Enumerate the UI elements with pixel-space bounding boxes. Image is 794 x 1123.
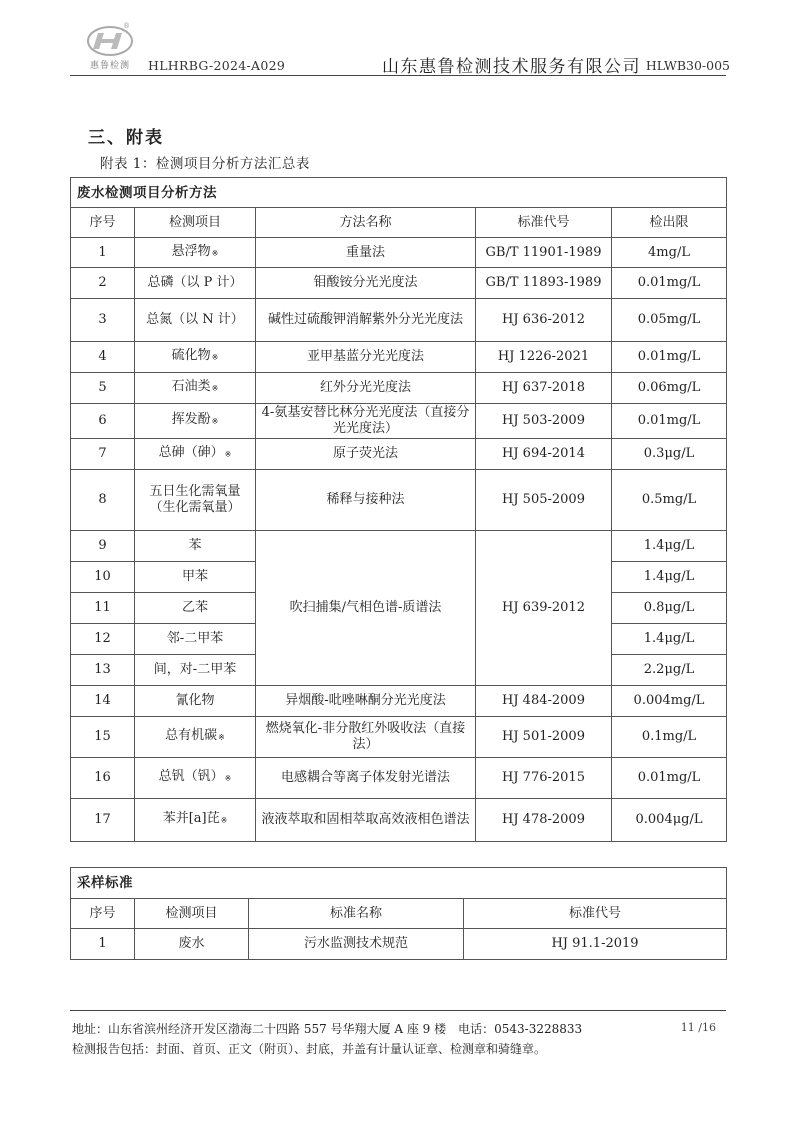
row-method: 碱性过硫酸钾消解紫外分光光度法 — [256, 299, 476, 342]
row-number: 17 — [71, 799, 135, 842]
row-standard: GB/T 11893-1989 — [476, 268, 612, 299]
row-limit: 0.1mg/L — [612, 717, 727, 758]
row-number: 16 — [71, 758, 135, 799]
row-standard: HJ 636-2012 — [476, 299, 612, 342]
table-row — [71, 404, 727, 439]
row-number: 4 — [71, 342, 135, 373]
row-number: 6 — [71, 404, 135, 439]
row-limit: 0.01mg/L — [612, 342, 727, 373]
table-header-row — [71, 899, 727, 929]
row-item — [135, 373, 256, 404]
row-item — [135, 470, 256, 531]
row-item — [135, 268, 256, 299]
accredited-mark: ※ — [211, 417, 219, 426]
row-item-text: 总钒（钒） — [158, 769, 224, 784]
row-number: 1 — [71, 238, 135, 268]
table-row — [71, 686, 727, 717]
row-limit: 0.05mg/L — [612, 299, 727, 342]
row-number: 13 — [71, 655, 135, 686]
table-row — [71, 268, 727, 299]
row-limit: 0.01mg/L — [612, 404, 727, 439]
accredited-mark: ※ — [211, 248, 219, 258]
row-limit: 0.004mg/L — [612, 686, 727, 717]
row-method: 4-氨基安替比林分光光度法（直接分光光度法） — [256, 404, 476, 439]
registered-mark: ® — [123, 22, 130, 30]
row-item — [135, 299, 256, 342]
header-cell-method: 方法名称 — [256, 208, 476, 238]
group-title-sampling: 采样标准 — [71, 868, 727, 899]
row-standard: HJ 478-2009 — [476, 799, 612, 842]
accredited-mark: ※ — [211, 384, 219, 393]
row-standard: HJ 637-2018 — [476, 373, 612, 404]
header-cell-item: 检测项目 — [135, 899, 249, 929]
row-standard: HJ 501-2009 — [476, 717, 612, 758]
row-item — [135, 799, 256, 842]
row-limit: 0.01mg/L — [612, 268, 727, 299]
header-cell-standard-name: 标准名称 — [249, 899, 464, 929]
row-limit: 1.4μg/L — [612, 562, 727, 593]
header-cell-standard-code: 标准代号 — [464, 899, 727, 929]
row-std: HJ 91.1-2019 — [464, 929, 727, 960]
row-limit: 0.004μg/L — [612, 799, 727, 842]
table-row — [71, 342, 727, 373]
row-item: 废水 — [135, 929, 249, 960]
row-standard: HJ 503-2009 — [476, 404, 612, 439]
header-cell-no: 序号 — [71, 899, 135, 929]
row-number: 3 — [71, 299, 135, 342]
row-number: 11 — [71, 593, 135, 624]
footer-report-contents: 检测报告包括：封面、首页、正文（附页）、封底，并盖有计量认证章、检测章和骑缝章。 — [72, 1042, 547, 1056]
table-row — [71, 929, 727, 960]
row-item — [135, 758, 256, 799]
row-number: 9 — [71, 531, 135, 562]
footer-address: 地址：山东省滨州经济开发区渤海二十四路 557 号华翔大厦 A 座 9 楼 电话：0543-3228833 — [72, 1022, 583, 1036]
row-item-text: 石油类 — [171, 379, 211, 394]
row-name: 污水监测技术规范 — [249, 929, 464, 960]
row-item: 邻-二甲苯 — [135, 624, 256, 655]
row-item: 苯 — [135, 531, 256, 562]
row-method: 红外分光光度法 — [256, 373, 476, 404]
row-item-text: 总砷（砷） — [158, 445, 224, 460]
row-item-text: 挥发酚 — [171, 412, 211, 427]
header-cell-no: 序号 — [71, 208, 135, 238]
row-item-text: 总磷（以 P 计） — [147, 275, 243, 290]
row-standard: HJ 484-2009 — [476, 686, 612, 717]
row-method: 重量法 — [256, 238, 476, 268]
row-number: 10 — [71, 562, 135, 593]
accredited-mark: ※ — [224, 450, 232, 459]
table-row — [71, 799, 727, 842]
company-logo — [80, 24, 140, 70]
row-standard: HJ 694-2014 — [476, 439, 612, 470]
row-method: 稀释与接种法 — [256, 470, 476, 531]
table-row — [71, 758, 727, 799]
row-no: 1 — [71, 929, 135, 960]
row-number: 14 — [71, 686, 135, 717]
table-caption: 附表 1：检测项目分析方法汇总表 — [100, 156, 310, 172]
row-number: 7 — [71, 439, 135, 470]
row-item-text: 氰化物 — [175, 693, 215, 708]
row-number: 2 — [71, 268, 135, 299]
table-row — [71, 717, 727, 758]
section-title: 三、附表 — [88, 128, 164, 148]
row-item — [135, 404, 256, 439]
sampling-standard-table — [70, 867, 727, 960]
row-item — [135, 342, 256, 373]
row-limit: 2.2μg/L — [612, 655, 727, 686]
row-number: 15 — [71, 717, 135, 758]
row-limit: 4mg/L — [612, 238, 727, 268]
row-number: 12 — [71, 624, 135, 655]
accredited-mark: ※ — [211, 353, 219, 362]
row-item: 甲苯 — [135, 562, 256, 593]
row-method: 异烟酸-吡唑啉酮分光光度法 — [256, 686, 476, 717]
row-item-text: 总氮（以 N 计） — [146, 312, 244, 327]
row-method: 亚甲基蓝分光光度法 — [256, 342, 476, 373]
row-limit: 0.8μg/L — [612, 593, 727, 624]
row-standard: HJ 1226-2021 — [476, 342, 612, 373]
row-item — [135, 686, 256, 717]
table-row — [71, 470, 727, 531]
header-cell-item: 检测项目 — [135, 208, 256, 238]
page-header — [70, 20, 730, 77]
report-number: HLHRBG-2024-A029 — [148, 58, 286, 73]
group-standard: HJ 639-2012 — [476, 531, 612, 686]
group-method: 吹扫捕集/气相色谱-质谱法 — [256, 531, 476, 686]
row-limit: 0.01mg/L — [612, 758, 727, 799]
row-standard: GB/T 11901-1989 — [476, 238, 612, 268]
table-header-row — [71, 208, 727, 238]
group-title-wastewater: 废水检测项目分析方法 — [71, 178, 727, 208]
wastewater-methods-table — [70, 177, 727, 842]
form-number: HLWB30-005 — [645, 58, 730, 73]
row-number: 5 — [71, 373, 135, 404]
accredited-mark: ※ — [218, 733, 225, 742]
logo-emblem-icon — [80, 24, 140, 58]
row-limit: 0.5mg/L — [612, 470, 727, 531]
accredited-mark: ※ — [220, 816, 228, 825]
row-item-text: 苯并[a]芘 — [162, 811, 220, 826]
row-item: 乙苯 — [135, 593, 256, 624]
company-name: 山东惠鲁检测技术服务有限公司 — [382, 57, 641, 77]
table-row — [71, 439, 727, 470]
table-row — [71, 531, 727, 562]
row-item — [135, 238, 256, 268]
logo-text: 惠鲁检测 — [89, 61, 130, 71]
header-cell-limit: 检出限 — [612, 208, 727, 238]
table-row — [71, 373, 727, 404]
accredited-mark: ※ — [224, 774, 232, 783]
row-item: 间，对-二甲苯 — [135, 655, 256, 686]
page-number: 11 /16 — [680, 1021, 716, 1034]
row-limit: 1.4μg/L — [612, 531, 727, 562]
row-standard: HJ 505-2009 — [476, 470, 612, 531]
page-footer — [70, 1010, 726, 1056]
row-limit: 0.3μg/L — [612, 439, 727, 470]
row-method: 钼酸铵分光光度法 — [256, 268, 476, 299]
header-divider — [70, 75, 726, 76]
row-method: 燃烧氧化-非分散红外吸收法（直接法） — [256, 717, 476, 758]
header-cell-standard: 标准代号 — [476, 208, 612, 238]
row-number: 8 — [71, 470, 135, 531]
row-limit: 0.06mg/L — [612, 373, 727, 404]
row-method: 原子荧光法 — [256, 439, 476, 470]
row-item-text: 悬浮物 — [171, 243, 211, 259]
row-method: 电感耦合等离子体发射光谱法 — [256, 758, 476, 799]
table-row — [71, 299, 727, 342]
row-standard: HJ 776-2015 — [476, 758, 612, 799]
row-item — [135, 439, 256, 470]
row-item-text: 总有机碳 — [165, 728, 218, 743]
row-limit: 1.4μg/L — [612, 624, 727, 655]
row-item-text: 硫化物 — [171, 348, 211, 363]
row-method: 液液萃取和固相萃取高效液相色谱法 — [256, 799, 476, 842]
row-item — [135, 717, 256, 758]
row-item-text: 五日生化需氧量（生化需氧量） — [149, 484, 241, 515]
table-row — [71, 238, 727, 268]
